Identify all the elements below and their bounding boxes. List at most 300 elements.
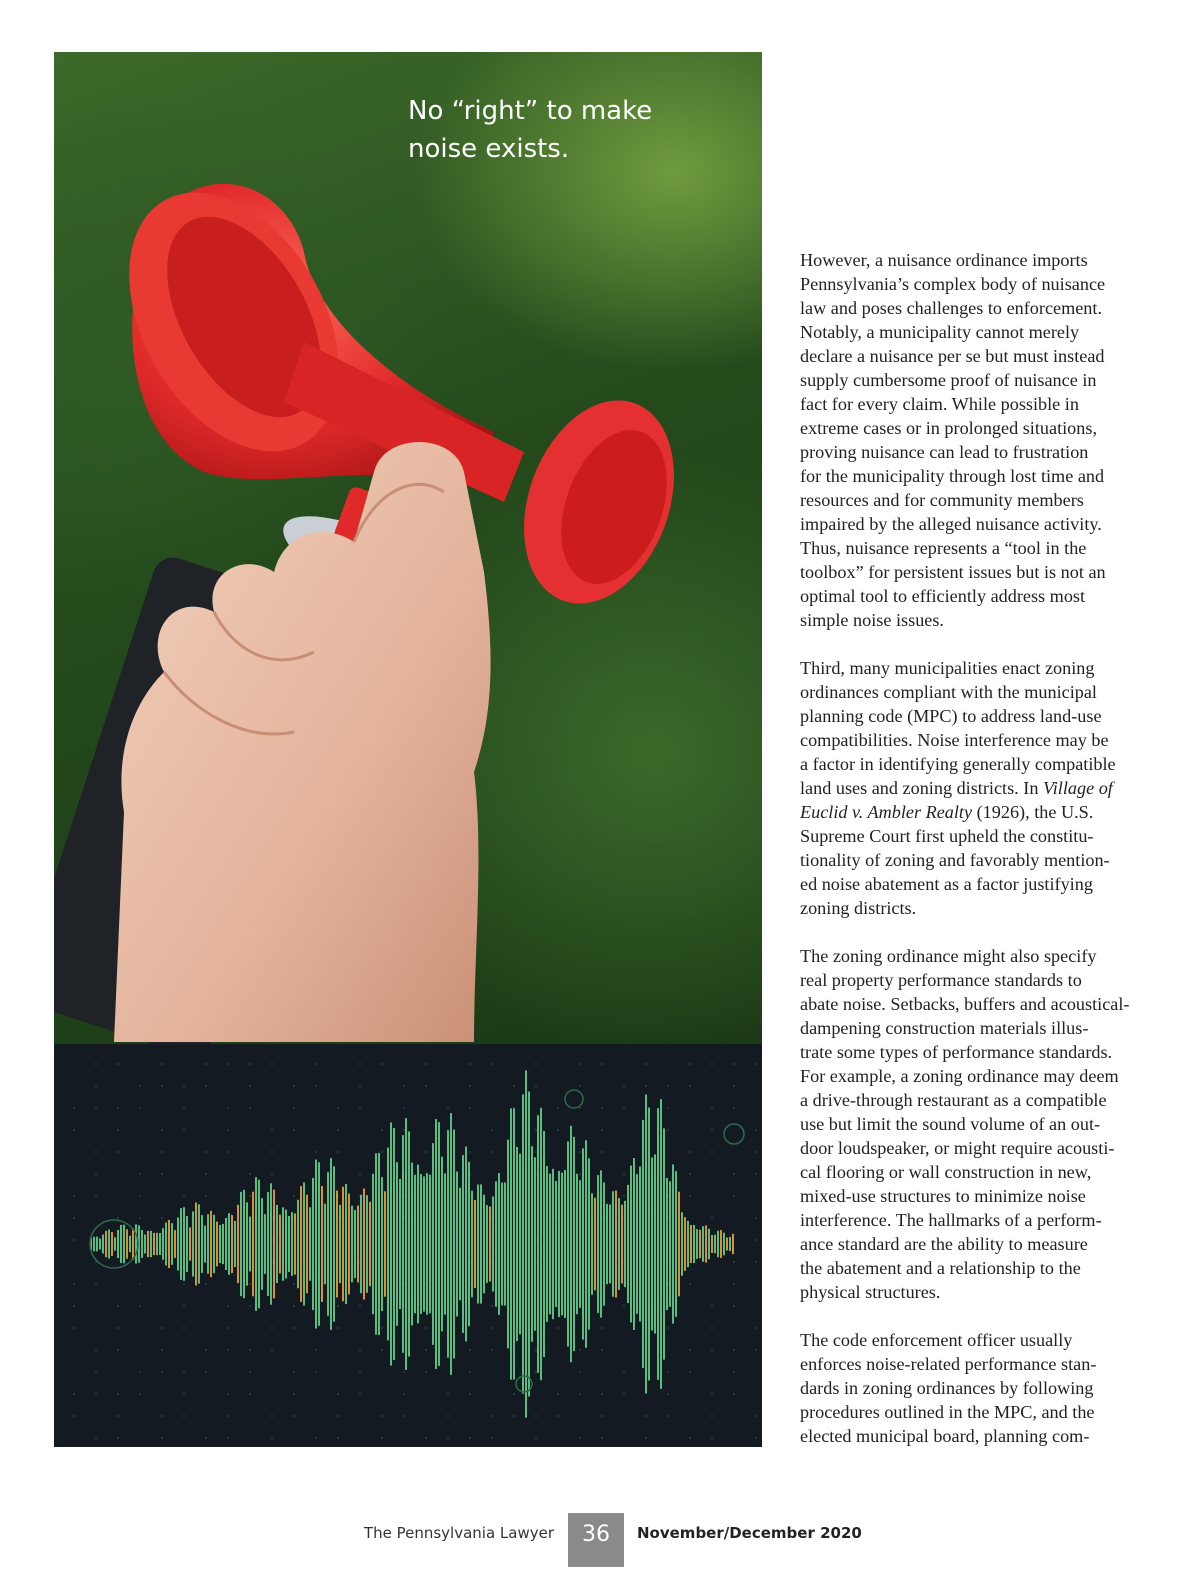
grid-dot [711,1415,713,1417]
text-fragment: (1926), the U.S. [972,802,1094,822]
grid-dot [95,1283,97,1285]
waveform-bar [573,1137,575,1351]
waveform-bar [486,1205,488,1283]
page-footer [0,1513,1200,1567]
text-line: simple noise issues. [800,610,944,630]
text-line: Pennsylvania’s complex body of nuisance [800,274,1106,294]
waveform-bar [552,1169,554,1319]
waveform-illustration [54,1044,762,1447]
grid-dot [271,1437,273,1439]
grid-dot [447,1393,449,1395]
grid-dot [711,1151,713,1153]
waveform-bar [396,1162,398,1325]
waveform-bar [282,1207,284,1280]
waveform-bar [690,1225,692,1263]
waveform-bar [477,1185,479,1304]
caption-line-1: No “right” to make [408,96,653,126]
waveform-bar [492,1196,494,1291]
grid-dot [535,1129,537,1131]
waveform-bar [705,1225,707,1262]
grid-dot [95,1393,97,1395]
grid-dot [491,1415,493,1417]
grid-dot [359,1173,361,1175]
grid-dot [183,1393,185,1395]
grid-dot [249,1195,251,1197]
grid-dot [117,1437,119,1439]
grid-dot [425,1437,427,1439]
waveform-bar [495,1181,497,1306]
grid-dot [557,1393,559,1395]
waveform-bar [561,1173,563,1316]
grid-dot [227,1415,229,1417]
grid-dot [139,1393,141,1395]
waveform-bar [213,1215,215,1273]
grid-dot [117,1151,119,1153]
waveform-bar [258,1180,260,1309]
waveform-bar [684,1217,686,1271]
waveform-bar [498,1173,500,1315]
waveform-bar [357,1206,359,1283]
waveform-bar [570,1126,572,1362]
grid-dot [689,1063,691,1065]
waveform-bar [177,1218,179,1271]
grid-dot [755,1239,757,1241]
waveform-bar [678,1192,680,1297]
waveform-bar [156,1233,158,1255]
text-line: trate some types of performance standards. [800,1042,1113,1062]
grid-dot [755,1415,757,1417]
grid-dot [469,1063,471,1065]
waveform-bar [312,1178,314,1310]
waveform-bar [390,1123,392,1366]
waveform-bar [594,1198,596,1291]
grid-dot [601,1327,603,1329]
text-line-with-citation [800,800,1140,824]
waveform-bar [252,1192,254,1297]
waveform-bar [729,1237,731,1251]
waveform-bar [567,1141,569,1346]
waveform-bar [108,1230,110,1259]
waveform-bar [399,1179,401,1309]
grid-dot [183,1371,185,1373]
waveform-bar [717,1231,719,1257]
grid-dot [447,1437,449,1439]
grid-dot [249,1349,251,1351]
waveform-bar [201,1215,203,1273]
waveform-bar [318,1162,320,1326]
waveform-bar [420,1174,422,1314]
text-line: extreme cases or in prolonged situations, [800,418,1097,438]
grid-dot [249,1393,251,1395]
waveform-bar [339,1205,341,1283]
grid-dot [469,1437,471,1439]
grid-dot [733,1261,735,1263]
waveform-bar [423,1176,425,1311]
grid-dot [667,1085,669,1087]
waveform-bar [414,1175,416,1314]
text-line: Third, many municipalities enact zoning [800,658,1095,678]
grid-dot [645,1063,647,1065]
grid-dot [337,1305,339,1307]
sound-waveform-graphic [54,1044,762,1447]
grid-dot [139,1173,141,1175]
grid-dot [403,1129,405,1131]
grid-dot [623,1371,625,1373]
grid-dot [645,1437,647,1439]
waveform-bar [288,1216,290,1272]
grid-dot [315,1371,317,1373]
waveform-bar [507,1140,509,1349]
grid-dot [227,1151,229,1153]
grid-dot [293,1393,295,1395]
waveform-bar [468,1162,470,1326]
grid-dot [623,1195,625,1197]
waveform-bar [693,1225,695,1263]
waveform-bar [669,1181,671,1307]
grid-dot [95,1151,97,1153]
waveform-bar [186,1216,188,1272]
grid-dot [469,1085,471,1087]
waveform-bar [504,1182,506,1305]
waveform-bar [543,1131,545,1357]
waveform-bar [651,1158,653,1331]
waveform-bar [99,1239,101,1250]
grid-dot [425,1327,427,1329]
grid-dot [227,1437,229,1439]
grid-dot [733,1349,735,1351]
waveform-bar [168,1220,170,1268]
grid-dot [667,1415,669,1417]
grid-dot [733,1283,735,1285]
grid-dot [227,1327,229,1329]
waveform-bar [114,1237,116,1250]
text-line: declare a nuisance per se but must instead [800,346,1105,366]
grid-dot [755,1261,757,1263]
grid-dot [139,1107,141,1109]
waveform-bar [273,1190,275,1299]
waveform-bar [207,1214,209,1273]
text-line: The zoning ordinance might also specify [800,946,1097,966]
grid-dot [381,1349,383,1351]
case-name-italic: Village of [1042,778,1113,798]
waveform-bar [558,1171,560,1317]
grid-dot [535,1063,537,1065]
text-line: For example, a zoning ordinance may deem [800,1066,1119,1086]
text-line: toolbox” for persistent issues but is not an [800,562,1106,582]
waveform-bar [519,1154,521,1335]
grid-dot [337,1393,339,1395]
waveform-bar [624,1201,626,1287]
waveform-bar [303,1182,305,1305]
text-line: The code enforcement officer usually [800,1330,1073,1350]
grid-dot [755,1151,757,1153]
waveform-bar [408,1131,410,1356]
grid-dot [733,1173,735,1175]
waveform-bar [255,1177,257,1311]
waveform-bar [225,1218,227,1270]
grid-dot [601,1393,603,1395]
waveform-bar [642,1120,644,1368]
waveform-bar [264,1214,266,1274]
waveform-bar [720,1230,722,1258]
grid-dot [293,1129,295,1131]
waveform-bar [393,1128,395,1360]
grid-dot [689,1371,691,1373]
grid-dot [161,1129,163,1131]
waveform-bar [294,1213,296,1274]
grid-dot [667,1371,669,1373]
waveform-bar [546,1166,548,1322]
grid-dot [601,1437,603,1439]
grid-dot [579,1151,581,1153]
paragraph-code-enforcement [800,1328,1140,1448]
grid-dot [623,1085,625,1087]
grid-dot [579,1173,581,1175]
waveform-bar [126,1229,128,1258]
grid-dot [403,1085,405,1087]
text-line: ordinances compliant with the municipal [800,682,1097,702]
waveform-bar [438,1122,440,1366]
grid-dot [733,1393,735,1395]
decorative-ring [724,1124,744,1144]
grid-dot [513,1415,515,1417]
text-line: Thus, nuisance represents a “tool in the [800,538,1087,558]
grid-dot [535,1437,537,1439]
waveform-bar [525,1070,527,1417]
grid-dot [755,1173,757,1175]
waveform-bar [609,1205,611,1284]
paragraph-zoning [800,656,1140,920]
grid-dot [161,1063,163,1065]
grid-dot [161,1371,163,1373]
page-number: 36 [568,1513,624,1567]
waveform-bar [708,1229,710,1259]
waveform-bar [732,1234,734,1254]
waveform-bar [279,1215,281,1274]
grid-dot [623,1107,625,1109]
grid-dot [315,1437,317,1439]
grid-dot [205,1173,207,1175]
waveform-bar [576,1174,578,1314]
grid-dot [359,1349,361,1351]
grid-dot [293,1327,295,1329]
waveform-bar [300,1186,302,1302]
grid-dot [117,1063,119,1065]
waveform-bar [459,1188,461,1301]
grid-dot [579,1393,581,1395]
grid-dot [205,1151,207,1153]
grid-dot [623,1305,625,1307]
grid-dot [689,1349,691,1351]
grid-dot [293,1085,295,1087]
waveform-bar [402,1135,404,1353]
text-line: optimal tool to efficiently address most [800,586,1086,606]
waveform-bar [159,1233,161,1255]
grid-dot [293,1305,295,1307]
grid-dot [667,1327,669,1329]
publication-name: The Pennsylvania Lawyer [363,1524,554,1542]
waveform-bar [183,1207,185,1281]
waveform-bar [648,1108,650,1381]
waveform-bar [444,1173,446,1314]
grid-dot [425,1085,427,1087]
grid-dot [381,1327,383,1329]
paragraph-performance-standards [800,944,1140,1304]
grid-dot [227,1107,229,1109]
grid-dot [205,1371,207,1373]
grid-dot [249,1371,251,1373]
waveform-bar [579,1180,581,1308]
waveform-bar [582,1148,584,1339]
waveform-bar [699,1230,701,1258]
waveform-bar [453,1129,455,1358]
grid-dot [249,1305,251,1307]
text-line: impaired by the alleged nuisance activity. [800,514,1102,534]
grid-dot [711,1437,713,1439]
grid-dot [337,1151,339,1153]
grid-dot [557,1107,559,1109]
waveform-bar [321,1186,323,1302]
waveform-bar [96,1237,98,1252]
grid-dot [249,1283,251,1285]
grid-dot [425,1063,427,1065]
grid-dot [271,1327,273,1329]
text-line: planning code (MPC) to address land-use [800,706,1102,726]
grid-dot [73,1415,75,1417]
grid-dot [733,1305,735,1307]
grid-dot [117,1129,119,1131]
waveform-bar [240,1192,242,1296]
waveform-bar [261,1198,263,1290]
waveform-bar [474,1200,476,1288]
waveform-bar [231,1215,233,1273]
grid-dot [755,1129,757,1131]
grid-dot [645,1085,647,1087]
grid-dot [293,1283,295,1285]
grid-dot [425,1371,427,1373]
grid-dot [161,1085,163,1087]
waveform-bar [192,1211,194,1276]
waveform-bar [378,1153,380,1335]
grid-dot [139,1371,141,1373]
grid-dot [381,1063,383,1065]
waveform-bar [141,1230,143,1258]
grid-dot [491,1151,493,1153]
waveform-bar [153,1233,155,1255]
grid-dot [667,1129,669,1131]
waveform-bar [216,1222,218,1267]
grid-dot [139,1195,141,1197]
grid-dot [579,1437,581,1439]
grid-dot [95,1437,97,1439]
waveform-bar [456,1172,458,1317]
grid-dot [491,1437,493,1439]
grid-dot [293,1371,295,1373]
grid-dot [73,1129,75,1131]
grid-dot [667,1107,669,1109]
grid-dot [337,1107,339,1109]
grid-dot [315,1063,317,1065]
waveform-bar [324,1204,326,1284]
grid-dot [711,1129,713,1131]
grid-dot [755,1063,757,1065]
grid-dot [579,1063,581,1065]
grid-dot [205,1437,207,1439]
grid-dot [535,1349,537,1351]
waveform-bar [675,1171,677,1317]
grid-dot [95,1195,97,1197]
grid-dot [205,1085,207,1087]
grid-dot [337,1327,339,1329]
grid-dot [755,1437,757,1439]
grid-dot [161,1437,163,1439]
grid-dot [95,1085,97,1087]
grid-dot [183,1327,185,1329]
waveform-bar [198,1204,200,1283]
waveform-bar [111,1232,113,1256]
waveform-bar [606,1204,608,1284]
grid-dot [183,1195,185,1197]
grid-dot [227,1063,229,1065]
text-line: door loudspeaker, or might require acousti- [800,1138,1115,1158]
grid-dot [183,1107,185,1109]
grid-dot [337,1415,339,1417]
waveform-bar [618,1198,620,1290]
grid-dot [491,1327,493,1329]
text-line-with-citation [800,776,1140,800]
waveform-bar [591,1193,593,1295]
grid-dot [557,1327,559,1329]
text-line: resources and for community members [800,490,1084,510]
grid-dot [733,1107,735,1109]
waveform-bar [165,1223,167,1266]
text-fragment: land uses and zoning districts. In [800,778,1043,798]
grid-dot [711,1327,713,1329]
grid-dot [359,1063,361,1065]
grid-dot [73,1239,75,1241]
waveform-bar [171,1223,173,1264]
grid-dot [73,1283,75,1285]
grid-dot [315,1151,317,1153]
grid-dot [425,1151,427,1153]
waveform-bar [135,1224,137,1263]
waveform-bar [537,1115,539,1373]
grid-dot [337,1437,339,1439]
waveform-bar [462,1155,464,1333]
waveform-bar [516,1147,518,1341]
grid-dot [139,1305,141,1307]
waveform-bar [600,1170,602,1317]
waveform-bar [654,1154,656,1333]
waveform-bar [702,1226,704,1262]
waveform-bar [588,1158,590,1329]
text-line: tionality of zoning and favorably mention- [800,850,1110,870]
text-line: dampening construction materials illus- [800,1018,1089,1038]
waveform-bar [522,1094,524,1393]
waveform-bar [267,1192,269,1296]
grid-dot [513,1085,515,1087]
waveform-bar [291,1212,293,1276]
waveform-bar [330,1158,332,1330]
article-column [800,248,1140,1472]
grid-dot [249,1107,251,1109]
grid-dot [469,1349,471,1351]
waveform-bar [603,1182,605,1305]
grid-dot [579,1371,581,1373]
waveform-bar [513,1108,515,1379]
grid-dot [601,1349,603,1351]
waveform-bar [666,1178,668,1310]
